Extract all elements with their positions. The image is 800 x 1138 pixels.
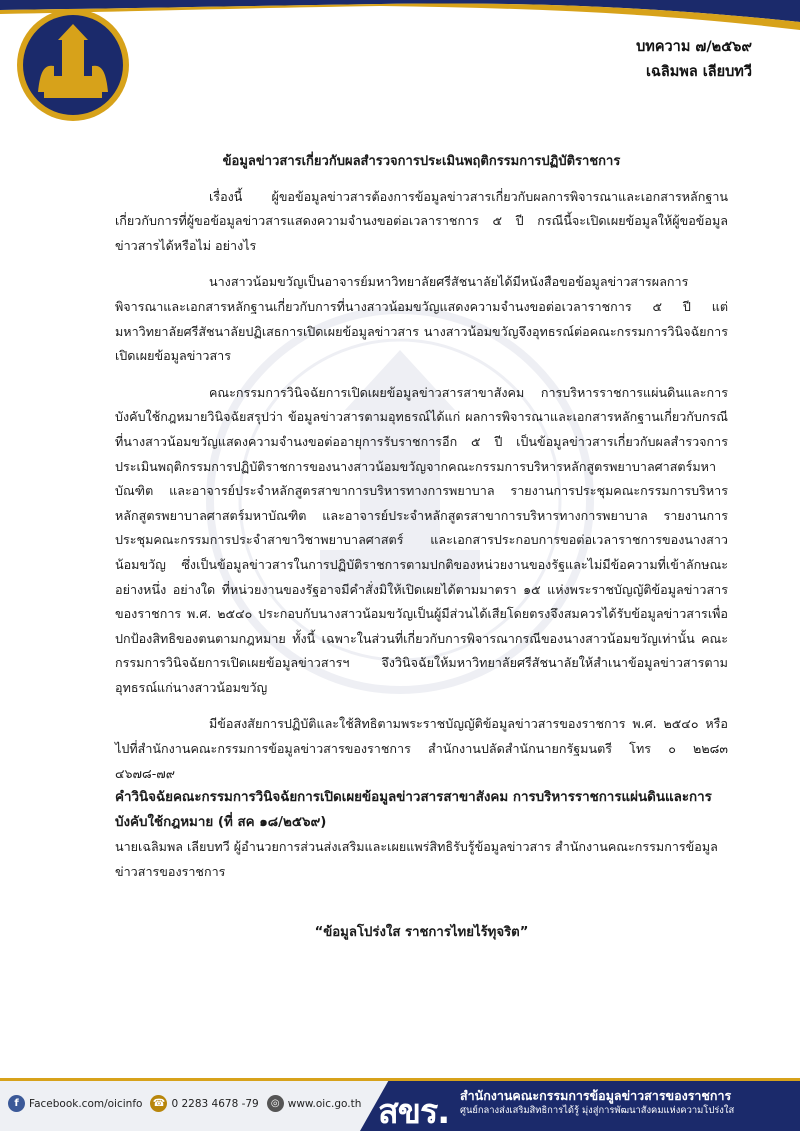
slogan: “ข้อมูลโปร่งใส ราชการไทยไร้ทุจริต”: [314, 924, 529, 940]
footer: [0, 1078, 800, 1131]
document-title: ข้อมูลข่าวสารเกี่ยวกับผลสำรวจการประเมินพฤติกรรมการปฏิบัติราชการ: [222, 154, 621, 169]
phone-icon: ☎: [150, 1095, 167, 1112]
facebook-link[interactable]: [8, 1095, 142, 1112]
globe-icon: ◎: [267, 1095, 284, 1112]
article-author: เฉลิมพล เลียบทวี: [645, 64, 752, 80]
document-body: [115, 150, 728, 958]
paragraph-ruling: คณะกรรมการวินิจฉัยการเปิดเผยข้อมูลข่าวสารสาขาสังคม การบริหารราชการแผ่นดินและการบังคับใช้กฎหมายวินิจฉัยสรุปว่า ข้อมูลข่าวสารตามอุทธรณ์ได้แก่ ผลการพิจารณาและเอกสารหลักฐานเกี่ยวกับกรณีที่นางสาวน้อมขวัญแสดงความจำนงขอต่ออายุการรับราชการอีก ๕ ปี เป็นข้อมูลข่าวสารเกี่ยวกับผลสำรวจการประเมินพฤติกรรมการปฏิบัติราชการของนางสาวน้อมขวัญจากคณะกรรมการบริหารหลักสูตรพยาบาลศาสตร์มหาบัณฑิต และอาจารย์ประจำหลักสูตรสาขาการบริหารทางการพยาบาล รายงานการประชุมคณะกรรมการบริหารหลักสูตรพยาบาลศาสตร์มหาบัณฑิต และอาจารย์ประจำหลักสูตรสาขาการบริหารทางการพยาบาล รายงานการประชุมคณะกรรมการประจำสาขาวิชาพยาบาลศาสตร์ และเอกสารประกอบการขอต่อเวลาราชการของนางสาวน้อมขวัญ ซึ่งเป็นข้อมูลข่าวสารในการปฏิบัติราชการตามปกติของหน่วยงานของรัฐและไม่มีข้อความที่เข้าลักษณะอย่างหนึ่ง อย่างใด ที่หน่วยงานของรัฐอาจมีคำสั่งมิให้เปิดเผยได้ตามมาตรา ๑๕ แห่งพระราชบัญญัติข้อมูลข่าวสารของราชการ พ.ศ. ๒๕๔๐ ประกอบกับนางสาวน้อมขวัญเป็นผู้มีส่วนได้เสียโดยตรงจึงสมควรได้รับข้อมูลข่าวสารเพื่อปกป้องสิทธิของตนตามกฎหมาย ทั้งนี้ เฉพาะในส่วนที่เกี่ยวกับการพิจารณากรณีของนางสาวน้อมขวัญเท่านั้น คณะกรรมการวินิจฉัยการเปิดเผยข้อมูลข่าวสารฯ จึงวินิจฉัยให้มหาวิทยาลัยศรีสัชนาลัยให้สำเนาข้อมูลข่าวสารตามอุทธรณ์แก่นางสาวน้อมขวัญ: [115, 384, 728, 695]
emblem-logo: [14, 6, 132, 124]
article-meta: [636, 35, 752, 85]
website-link[interactable]: [267, 1095, 362, 1112]
paragraph-question: เรื่องนี้ ผู้ขอข้อมูลข่าวสารต้องการข้อมูลข่าวสารเกี่ยวกับผลการพิจารณาและเอกสารหลักฐานเกี่ยวกับการที่ผู้ขอข้อมูลข่าวสารแสดงความจำนงขอต่อเวลาราชการ ๕ ปี กรณีนี้จะเปิดเผยข้อมูลให้ผู้ขอข้อมูลข่าวสารได้หรือไม่ อย่างไร: [115, 188, 728, 253]
author-credit: นายเฉลิมพล เลียบทวี ผู้อำนวยการส่วนส่งเสริมและเผยแพร่สิทธิรับรู้ข้อมูลข่าวสาร สำนักงานคณะกรรมการข้อมูลข่าวสารของราชการ: [115, 839, 718, 880]
facebook-icon: f: [8, 1095, 25, 1112]
footer-contacts: [8, 1095, 361, 1112]
facebook-text: Facebook.com/oicinfo: [29, 1097, 143, 1110]
phone-text: 0 2283 4678 -79: [171, 1097, 259, 1110]
org-tagline: ศูนย์กลางส่งเสริมสิทธิการได้รู้ มุ่งสู่การพัฒนาสังคมแห่งความโปร่งใส: [460, 1105, 735, 1116]
paragraph-contact: มีข้อสงสัยการปฏิบัติและใช้สิทธิตามพระราชบัญญัติข้อมูลข่าวสารของราชการ พ.ศ. ๒๕๔๐ หรือไปที่สำนักงานคณะกรรมการข้อมูลข่าวสารของราชการ สำนักงานปลัดสำนักนายกรัฐมนตรี โทร ๐ ๒๒๘๓ ๔๖๗๘-๗๙: [115, 716, 728, 781]
phone-link[interactable]: [150, 1095, 258, 1112]
brand-logo-text: สขร.: [378, 1092, 450, 1132]
website-text: www.oic.go.th: [287, 1097, 362, 1110]
ruling-reference: คำวินิจฉัยคณะกรรมการวินิจฉัยการเปิดเผยข้อมูลข่าวสารสาขาสังคม การบริหารราชการแผ่นดินและการบังคับใช้กฎหมาย (ที่ สค ๑๘/๒๕๖๙): [115, 790, 712, 830]
paragraph-facts: นางสาวน้อมขวัญเป็นอาจารย์มหาวิทยาลัยศรีสัชนาลัยได้มีหนังสือขอข้อมูลข่าวสารผลการพิจารณาและเอกสารหลักฐานเกี่ยวกับการที่นางสาวน้อมขวัญแสดงความจำนงขอต่อเวลาราชการ ๕ ปี แต่มหาวิทยาลัยศรีสัชนาลัยปฏิเสธการเปิดเผยข้อมูลข่าวสาร นางสาวน้อมขวัญจึงอุทธรณ์ต่อคณะกรรมการวินิจฉัยการเปิดเผยข้อมูลข่าวสาร: [115, 274, 728, 364]
org-info: [460, 1087, 734, 1118]
org-name: สำนักงานคณะกรรมการข้อมูลข่าวสารของราชการ: [460, 1088, 732, 1103]
article-number: บทความ ๗/๒๕๖๙: [636, 39, 752, 55]
